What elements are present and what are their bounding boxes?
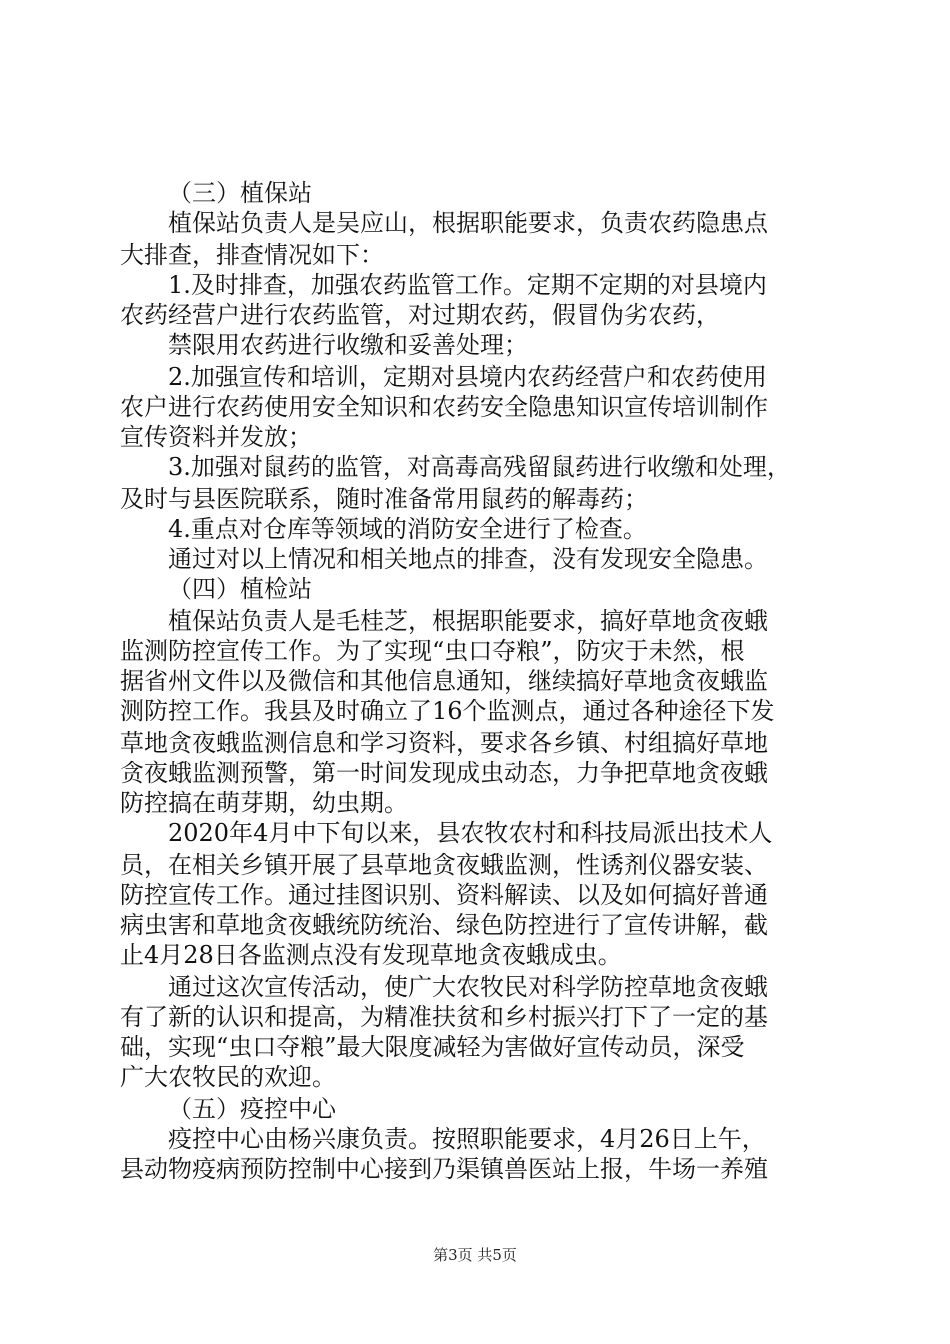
paragraph-line: 监测防控宣传工作。为了实现“虫口夺粮”，防灾于未然，根 xyxy=(120,637,745,665)
paragraph-line: 大排查，排查情况如下： xyxy=(120,241,384,269)
paragraph-line: 通过这次宣传活动，使广大农牧民对科学防控草地贪夜蛾 xyxy=(168,973,768,1001)
paragraph-line: 贪夜蛾监测预警，第一时间发现成虫动态，力争把草地贪夜蛾 xyxy=(120,759,768,787)
paragraph-line: 植保站负责人是吴应山，根据职能要求，负责农药隐患点 xyxy=(168,209,768,237)
paragraph-line: 广大农牧民的欢迎。 xyxy=(120,1063,336,1091)
paragraph-line: 县动物疫病预防控制中心接到乃渠镇兽医站上报，牛场一养殖 xyxy=(120,1155,768,1183)
list-item-line: 4.重点对仓库等领域的消防安全进行了检查。 xyxy=(168,515,647,543)
paragraph-line: 员，在相关乡镇开展了县草地贪夜蛾监测，性诱剂仪器安装、 xyxy=(120,851,768,879)
paragraph-line: 防控宣传工作。通过挂图识别、资料解读、以及如何搞好普通 xyxy=(120,881,768,909)
paragraph-line: 有了新的认识和提高，为精准扶贫和乡村振兴打下了一定的基 xyxy=(120,1003,768,1031)
list-item-line: 及时与县医院联系，随时准备常用鼠药的解毒药； xyxy=(120,485,648,513)
paragraph-line: 病虫害和草地贪夜蛾统防统治、绿色防控进行了宣传讲解，截 xyxy=(120,911,768,939)
paragraph-line: 草地贪夜蛾监测信息和学习资料，要求各乡镇、村组搞好草地 xyxy=(120,729,768,757)
section-heading: （五）疫控中心 xyxy=(168,1095,336,1123)
paragraph-line: 疫控中心由杨兴康负责。按照职能要求，4月26日上午， xyxy=(168,1125,766,1153)
list-item-line: 禁限用农药进行收缴和妥善处理； xyxy=(168,331,528,359)
list-item-line: 农户进行农药使用安全知识和农药安全隐患知识宣传培训制作 xyxy=(120,393,768,421)
paragraph-line: 据省州文件以及微信和其他信息通知，继续搞好草地贪夜蛾监 xyxy=(120,667,768,695)
list-item-line: 2.加强宣传和培训，定期对县境内农药经营户和农药使用 xyxy=(168,363,767,391)
paragraph-line: 植保站负责人是毛桂芝，根据职能要求，搞好草地贪夜蛾 xyxy=(168,607,768,635)
list-item-line: 农药经营户进行农药监管，对过期农药，假冒伪劣农药， xyxy=(120,301,720,329)
paragraph-line: 2020年4月中下旬以来，县农牧农村和科技局派出技术人 xyxy=(168,819,773,847)
page-number-footer: 第3页 共5页 xyxy=(433,1246,517,1264)
section-heading: （四）植检站 xyxy=(168,575,312,603)
list-item-line: 3.加强对鼠药的监管，对高毒高残留鼠药进行收缴和处理， xyxy=(168,453,791,481)
paragraph-line: 础，实现“虫口夺粮”最大限度减轻为害做好宣传动员，深受 xyxy=(120,1033,745,1061)
paragraph-line: 止4月28日各监测点没有发现草地贪夜蛾成虫。 xyxy=(120,941,622,969)
section-heading: （三）植保站 xyxy=(168,179,312,207)
list-item-line: 1.及时排查，加强农药监管工作。定期不定期的对县境内 xyxy=(168,271,767,299)
paragraph-line: 通过对以上情况和相关地点的排查，没有发现安全隐患。 xyxy=(168,545,768,573)
paragraph-line: 测防控工作。我县及时确立了16个监测点，通过各种途径下发 xyxy=(120,697,775,725)
paragraph-line: 防控搞在萌芽期，幼虫期。 xyxy=(120,789,408,817)
list-item-line: 宣传资料并发放； xyxy=(120,423,312,451)
